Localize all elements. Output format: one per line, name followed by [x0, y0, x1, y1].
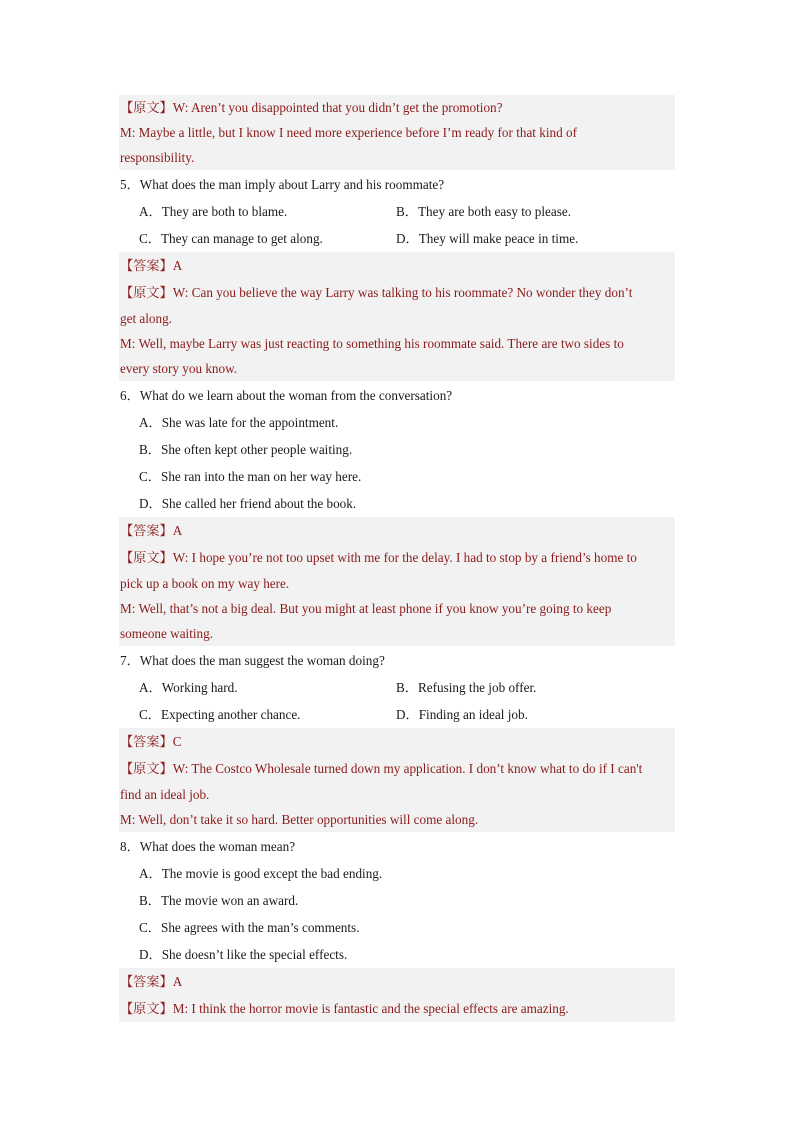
answer-line [119, 517, 675, 544]
option-c: C．She agrees with the man’s comments. [139, 920, 360, 935]
options-row [119, 701, 675, 728]
question-5: 5．What does the man imply about Larry and his roommate? [120, 177, 445, 192]
transcript-line: find an ideal job. [120, 787, 210, 802]
answer-tag: 【答案】 [120, 523, 173, 538]
transcript-line: M: Well, that’s not a big deal. But you might at least phone if you know you’re going to keep [120, 601, 612, 616]
option-a: A．She was late for the appointment. [139, 415, 339, 430]
transcript-line: pick up a book on my way here. [120, 576, 290, 591]
document-page [119, 95, 675, 1023]
transcript-line: 【原文】W: Aren’t you disappointed that you didn’t get the promotion? [120, 100, 503, 115]
option-a: A．The movie is good except the bad ending. [139, 866, 383, 881]
option-d: D．Finding an ideal job. [396, 707, 528, 722]
answer-line [119, 968, 675, 995]
transcript-tag: 【原文】 [120, 550, 173, 565]
answer-tag: 【答案】 [120, 258, 173, 273]
option-a: A．They are both to blame. [139, 204, 288, 219]
transcript-tag: 【原文】 [120, 761, 173, 776]
option-c: C．Expecting another chance. [139, 707, 301, 722]
transcript-tag: 【原文】 [120, 100, 173, 115]
option-a: A．Working hard. [139, 680, 238, 695]
option-d: D．She doesn’t like the special effects. [139, 947, 348, 962]
question-7: 7．What does the man suggest the woman doing? [120, 653, 385, 668]
answer-value: A [172, 258, 183, 273]
question-8: 8．What does the woman mean? [120, 839, 296, 854]
answer-block-6 [119, 517, 675, 647]
answer-block-7 [119, 728, 675, 833]
transcript-line: 【原文】W: Can you believe the way Larry was talking to his roommate? No wonder they don’t [120, 285, 633, 300]
answer-value: A [172, 974, 183, 989]
transcript-line: every story you know. [120, 361, 238, 376]
transcript-line: M: Well, don’t take it so hard. Better opportunities will come along. [120, 812, 479, 827]
option-c: C．She ran into the man on her way here. [139, 469, 362, 484]
options-row [119, 198, 675, 225]
option-b: B．They are both easy to please. [396, 204, 572, 219]
transcript-line: 【原文】W: The Costco Wholesale turned down my application. I don’t know what to do if I can't [120, 761, 643, 776]
option-c: C．They can manage to get along. [139, 231, 323, 246]
answer-value: C [172, 734, 182, 749]
option-d: D．She called her friend about the book. [139, 496, 357, 511]
options-row [119, 225, 675, 252]
options-row [119, 674, 675, 701]
answer-tag: 【答案】 [120, 734, 173, 749]
transcript-line: 【原文】M: I think the horror movie is fantastic and the special effects are amazing. [120, 1001, 569, 1016]
answer-line [119, 728, 675, 755]
answer-tag: 【答案】 [120, 974, 173, 989]
transcript-tag: 【原文】 [120, 1001, 173, 1016]
answer-block-5 [119, 252, 675, 382]
answer-block-8 [119, 968, 675, 1023]
answer-value: A [172, 523, 183, 538]
transcript-line: someone waiting. [120, 626, 214, 641]
transcript-line: M: Maybe a little, but I know I need more experience before I’m ready for that kind of [120, 125, 577, 140]
question-6: 6．What do we learn about the woman from the conversation? [120, 388, 453, 403]
option-b: B．Refusing the job offer. [396, 680, 537, 695]
transcript-line: M: Well, maybe Larry was just reacting to something his roommate said. There are two sides to [120, 336, 624, 351]
option-d: D．They will make peace in time. [396, 231, 579, 246]
transcript-tag: 【原文】 [120, 285, 173, 300]
transcript-line: get along. [120, 311, 173, 326]
option-b: B．The movie won an award. [139, 893, 299, 908]
option-b: B．She often kept other people waiting. [139, 442, 353, 457]
answer-line [119, 252, 675, 279]
transcript-line: 【原文】W: I hope you’re not too upset with me for the delay. I had to stop by a friend’s home to [120, 550, 637, 565]
transcript-line: responsibility. [120, 150, 195, 165]
transcript-block-top [119, 95, 675, 171]
